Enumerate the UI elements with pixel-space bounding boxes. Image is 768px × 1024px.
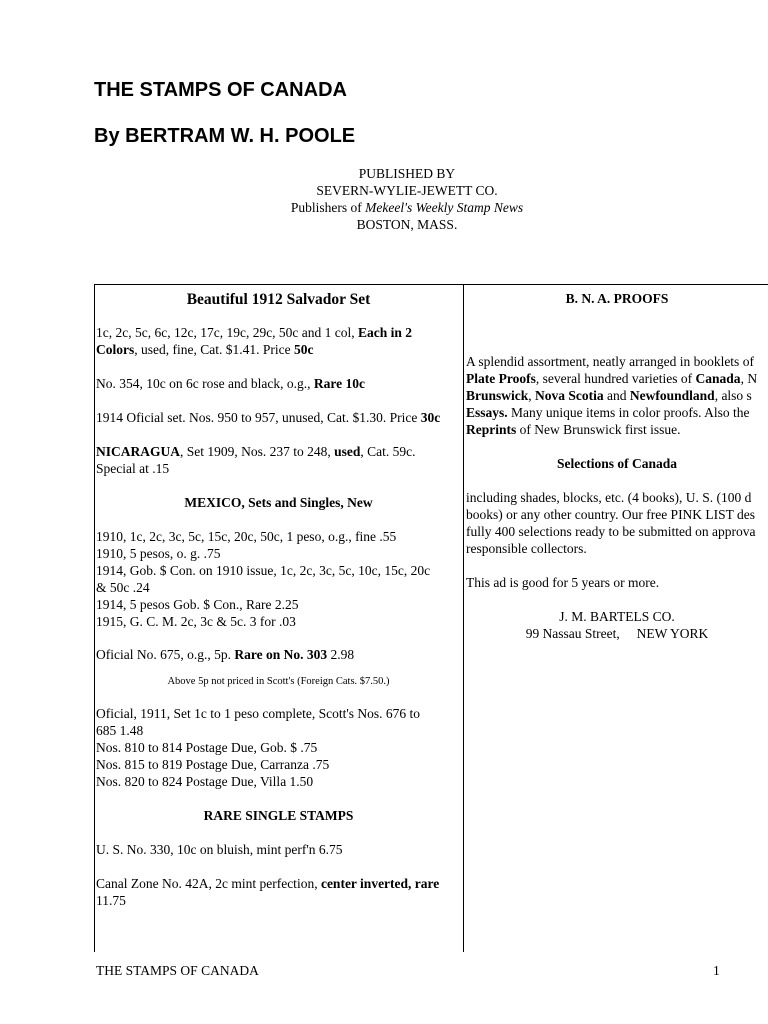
publisher-block bbox=[0, 165, 768, 233]
text-run: Many unique items in color proofs. Also the bbox=[507, 405, 750, 420]
emphasis: Each in 2 bbox=[358, 325, 413, 340]
periodical-name: Mekeel's Weekly Stamp News bbox=[365, 200, 524, 215]
us-330-paragraph: U. S. No. 330, 10c on bluish, mint perf'n 6.75 bbox=[96, 842, 343, 857]
document-title: THE STAMPS OF CANADA bbox=[94, 79, 347, 101]
text-line bbox=[466, 370, 768, 387]
rare-singles-heading: RARE SINGLE STAMPS bbox=[203, 808, 354, 823]
advertiser-signature bbox=[466, 608, 768, 642]
emphasis: Reprints bbox=[466, 422, 517, 437]
city: NEW YORK bbox=[636, 626, 709, 641]
text-run: 1914 Oficial set. Nos. 950 to 957, unused, Cat. $1.30. Price bbox=[96, 410, 421, 425]
list-item: 1915, G. C. M. 2c, 3c & 5c. 3 for .03 bbox=[96, 614, 296, 629]
emphasis: Nova Scotia bbox=[535, 388, 604, 403]
canal-zone-paragraph bbox=[96, 875, 461, 909]
text-run: , N bbox=[740, 371, 758, 386]
ad-title: B. N. A. PROOFS bbox=[565, 291, 669, 306]
text-run: Canal Zone No. 42A, 2c mint perfection, bbox=[96, 876, 321, 891]
text-run: , bbox=[528, 388, 536, 403]
emphasis: Rare on No. 303 bbox=[234, 647, 328, 662]
salvador-354-paragraph bbox=[96, 375, 461, 392]
text-line: including shades, blocks, etc. (4 books), U. S. (100 d bbox=[466, 490, 752, 505]
ad-frame-divider-rule bbox=[463, 284, 464, 952]
ad-title: Beautiful 1912 Salvador Set bbox=[186, 291, 371, 308]
publisher-location: BOSTON, MASS. bbox=[356, 217, 458, 232]
list-item: Nos. 820 to 824 Postage Due, Villa 1.50 bbox=[96, 774, 314, 789]
author-byline: By BERTRAM W. H. POOLE bbox=[94, 125, 356, 147]
mexico-list bbox=[96, 528, 461, 630]
pricing-note: Above 5p not priced in Scott's (Foreign Cats. $7.50.) bbox=[167, 676, 390, 687]
list-item: & 50c .24 bbox=[96, 580, 150, 595]
text-line: A splendid assortment, neatly arranged in booklets of bbox=[466, 354, 754, 369]
ad-frame-top-rule bbox=[94, 284, 768, 285]
emphasis: Brunswick bbox=[466, 388, 529, 403]
list-item: 1914, Gob. $ Con. on 1910 issue, 1c, 2c, 3c, 5c, 10c, 15c, 20c bbox=[96, 563, 431, 578]
list-item: Nos. 815 to 819 Postage Due, Carranza .75 bbox=[96, 757, 330, 772]
text-line bbox=[466, 387, 768, 404]
text-run: and bbox=[603, 388, 630, 403]
list-item: Oficial, 1911, Set 1c to 1 peso complete, Scott's Nos. 676 to bbox=[96, 706, 421, 721]
text-run: Oficial No. 675, o.g., 5p. bbox=[96, 647, 235, 662]
emphasis: used bbox=[334, 444, 361, 459]
salvador-advertisement bbox=[96, 290, 461, 909]
oficial-675-paragraph bbox=[96, 646, 461, 663]
emphasis: Essays. bbox=[466, 405, 508, 420]
emphasis: Canada bbox=[695, 371, 741, 386]
list-item: 1914, 5 pesos Gob. $ Con., Rare 2.25 bbox=[96, 597, 299, 612]
publisher-description-prefix: Publishers of bbox=[290, 200, 366, 215]
text-run: , several hundred varieties of bbox=[535, 371, 696, 386]
price: 30c bbox=[420, 410, 441, 425]
footer-page-number: 1 bbox=[713, 963, 720, 978]
advertiser-address bbox=[466, 625, 768, 642]
emphasis: center inverted, rare bbox=[320, 876, 440, 891]
ad-frame-left-rule bbox=[94, 284, 95, 952]
text-line: books) or any other country. Our free PINK LIST des bbox=[466, 507, 756, 522]
bna-proofs-advertisement bbox=[466, 290, 768, 642]
advertiser-name: J. M. BARTELS CO. bbox=[559, 609, 675, 624]
list-item: 1910, 5 pesos, o. g. .75 bbox=[96, 546, 221, 561]
text-line: responsible collectors. bbox=[466, 541, 587, 556]
salvador-set-paragraph bbox=[96, 324, 461, 358]
text-run: 1c, 2c, 5c, 6c, 12c, 17c, 19c, 29c, 50c and 1 col, bbox=[96, 325, 359, 340]
mexico-heading: MEXICO, Sets and Singles, New bbox=[184, 495, 373, 510]
text-run: , used, fine, Cat. $1.41. Price bbox=[134, 342, 294, 357]
footer-running-title: THE STAMPS OF CANADA bbox=[96, 963, 259, 978]
street-address: 99 Nassau Street, bbox=[525, 626, 620, 641]
text-line: fully 400 selections ready to be submitted on approva bbox=[466, 524, 756, 539]
list-item: 1910, 1c, 2c, 3c, 5c, 15c, 20c, 50c, 1 peso, o.g., fine .55 bbox=[96, 529, 397, 544]
country-name: NICARAGUA bbox=[96, 444, 180, 459]
publisher-description bbox=[0, 199, 768, 216]
text-run: , also s bbox=[714, 388, 752, 403]
oficial-1914-paragraph bbox=[96, 409, 461, 426]
emphasis: Plate Proofs bbox=[466, 371, 536, 386]
price: Rare 10c bbox=[313, 376, 365, 391]
list-item: 685 1.48 bbox=[96, 723, 144, 738]
publisher-name: SEVERN-WYLIE-JEWETT CO. bbox=[316, 183, 498, 198]
validity-note: This ad is good for 5 years or more. bbox=[466, 575, 660, 590]
text-line bbox=[466, 421, 768, 438]
proofs-paragraph bbox=[466, 353, 768, 438]
price-line: 11.75 bbox=[96, 893, 126, 908]
selections-heading: Selections of Canada bbox=[556, 456, 677, 471]
emphasis: Colors bbox=[96, 342, 135, 357]
published-by-label: PUBLISHED BY bbox=[358, 166, 456, 181]
price: 50c bbox=[293, 342, 314, 357]
text-run: , Set 1909, Nos. 237 to 248, bbox=[180, 444, 335, 459]
text-line bbox=[466, 404, 768, 421]
price-line: Special at .15 bbox=[96, 461, 170, 476]
emphasis: Newfoundland bbox=[629, 388, 715, 403]
nicaragua-paragraph bbox=[96, 443, 461, 477]
selections-paragraph bbox=[466, 489, 768, 557]
text-run: , Cat. 59c. bbox=[360, 444, 416, 459]
text-run: No. 354, 10c on 6c rose and black, o.g., bbox=[96, 376, 314, 391]
oficial-1911-list bbox=[96, 705, 461, 790]
list-item: Nos. 810 to 814 Postage Due, Gob. $ .75 bbox=[96, 740, 318, 755]
text-run: of New Brunswick first issue. bbox=[516, 422, 681, 437]
price: 2.98 bbox=[327, 647, 355, 662]
